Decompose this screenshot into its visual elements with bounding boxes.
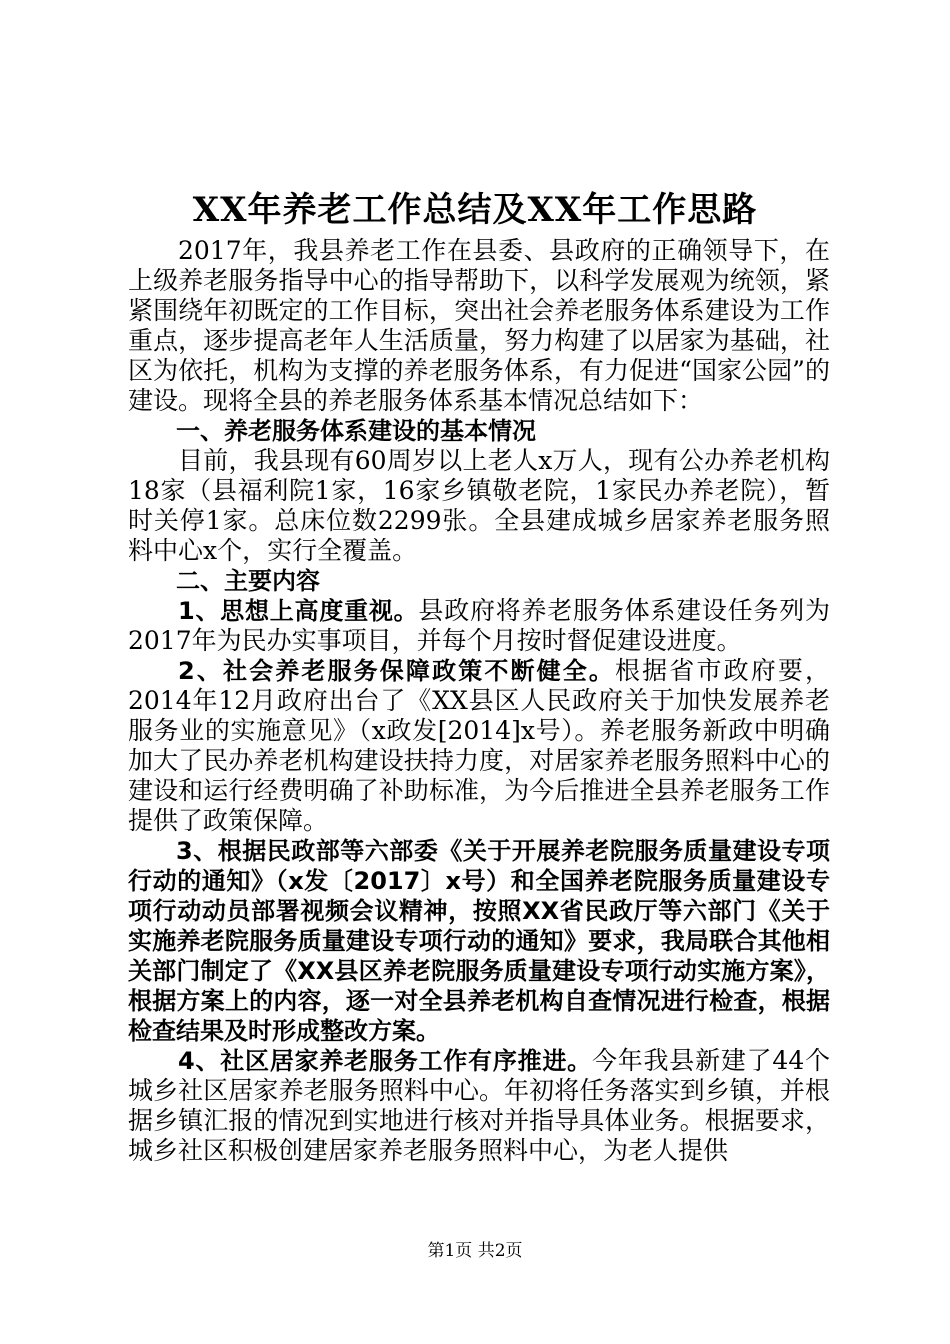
item3-paragraph: 3、根据民政部等六部委《关于开展养老院服务质量建设专项行动的通知》（x发〔2017〕x号）和全国养老院服务质量建设专项行动动员部署视频会议精神，按照XX省民政厅等六部门《关于实施养老院服务质量建设专项行动的通知》要求，我局联合其他相关部门制定了《XX县区养老院服务质量建设专项行动实施方案》，根据方案上的内容，逐一对全县养老机构自查情况进行检查，根据检查结果及时形成整改方案。 — [128, 837, 830, 1045]
document-title: XX年养老工作总结及XX年工作思路 — [192, 190, 758, 230]
document-body — [128, 236, 830, 1166]
item1-paragraph — [128, 596, 830, 656]
item2-paragraph — [128, 656, 830, 836]
intro-paragraph: 2017年，我县养老工作在县委、县政府的正确领导下，在上级养老服务指导中心的指导帮助下，以科学发展观为统领，紧紧围绕年初既定的工作目标，突出社会养老服务体系建设为工作重点，逐步提高老年人生活质量，努力构建了以居家为基础，社区为依托，机构为支撑的养老服务体系，有力促进“国家公园”的建设。现将全县的养老服务体系基本情况总结如下： — [128, 236, 830, 415]
item4-paragraph — [128, 1046, 830, 1166]
item1-text: 县政府将养老服务体系建设任务列为2017年为民办实事项目，并每个月按时督促建设进度。 — [128, 596, 830, 655]
section1-heading: 一、养老服务体系建设的基本情况 — [176, 417, 536, 445]
item4-lead: 4、社区居家养老服务工作有序推进。 — [178, 1047, 592, 1075]
item1-lead: 1、思想上高度重视。 — [178, 597, 419, 625]
item4-text: 今年我县新建了44个城乡社区居家养老服务照料中心。年初将任务落实到乡镇，并根据乡镇汇报的情况到实地进行核对并指导具体业务。根据要求，城乡社区积极创建居家养老服务照料中心，为老人提供 — [128, 1046, 831, 1165]
item2-lead: 2、社会养老服务保障政策不断健全。 — [178, 657, 616, 685]
page-number-footer: 第1页 共2页 — [427, 1241, 523, 1261]
item2-text: 根据省市政府要，2014年12月政府出台了《XX县区人民政府关于加快发展养老服务业的实施意见》（x政发[2014]x号）。养老服务新政中明确加大了民办养老机构建设扶持力度，对居家养老服务照料中心的建设和运行经费明确了补助标准，为今后推进全县养老服务工作提供了政策保障。 — [128, 656, 830, 835]
section1-paragraph: 目前，我县现有60周岁以上老人x万人，现有公办养老机构18家（县福利院1家，16家乡镇敬老院，1家民办养老院），暂时关停1家。总床位数2299张。全县建成城乡居家养老服务照料中心x个，实行全覆盖。 — [128, 446, 830, 565]
section2-heading: 二、主要内容 — [176, 567, 320, 595]
